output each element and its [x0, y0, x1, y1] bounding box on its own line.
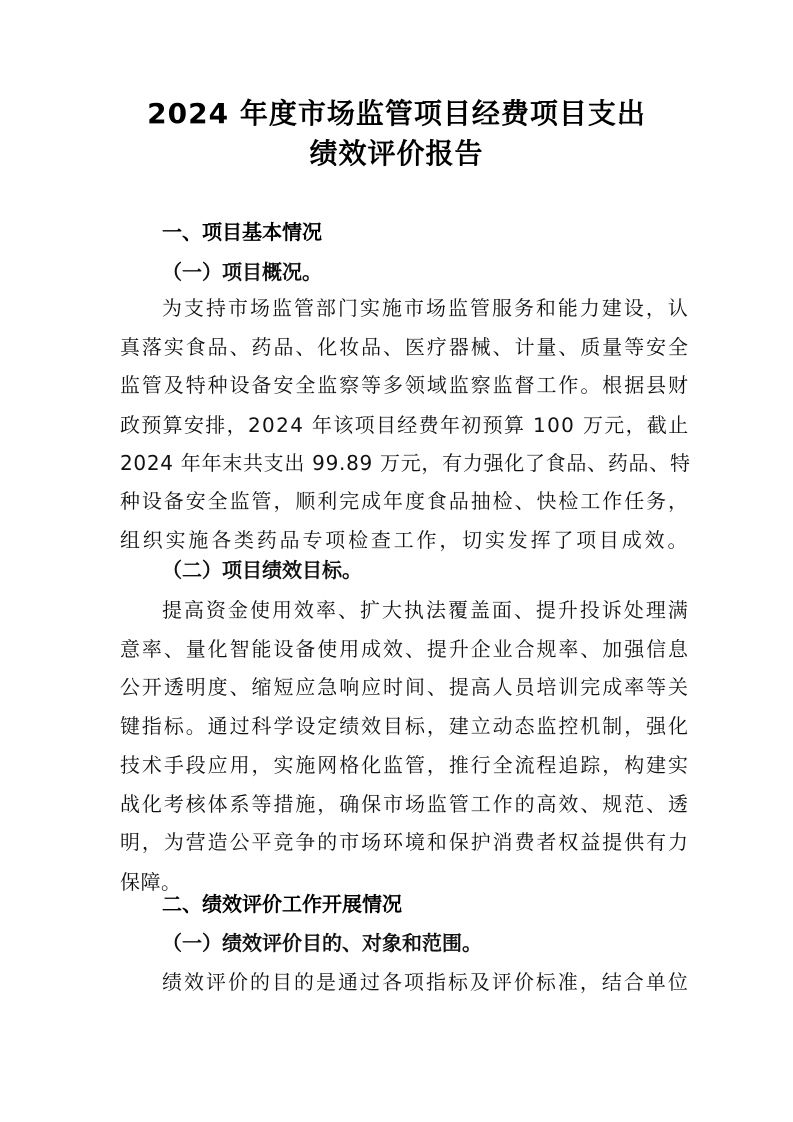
section-1-heading: 一、项目基本情况: [162, 220, 322, 244]
paragraph-line: 键指标。通过科学设定绩效目标，建立动态监控机制，强化: [120, 715, 690, 739]
paragraph-line: 种设备安全监管，顺利完成年度食品抽检、快检工作任务，: [120, 489, 690, 513]
paragraph-line: 2024 年年末共支出 99.89 万元，有力强化了食品、药品、特: [120, 451, 691, 476]
paragraph-line: 公开透明度、缩短应急响应时间、提高人员培训完成率等关: [120, 676, 690, 700]
paragraph-line: 战化考核体系等措施，确保市场监管工作的高效、规范、透: [120, 792, 690, 816]
section-2-1-heading: （一）绩效评价目的、对象和范围。: [162, 931, 482, 955]
paragraph-line: 保障。: [120, 869, 182, 894]
paragraph-line: 技术手段应用，实施网格化监管，推行全流程追踪，构建实: [120, 753, 690, 777]
section-1-2-heading: （二）项目绩效目标。: [162, 558, 362, 582]
paragraph-line: 组织实施各类药品专项检查工作，切实发挥了项目成效。: [120, 528, 691, 552]
section-1-1-heading: （一）项目概况。: [162, 260, 322, 284]
paragraph-line: 为支持市场监管部门实施市场监管服务和能力建设，认: [162, 297, 690, 320]
section-1-1-paragraph: [120, 290, 691, 560]
section-2-heading: 二、绩效评价工作开展情况: [162, 892, 402, 916]
paragraph-line: 提高资金使用效率、扩大执法覆盖面、提升投诉处理满: [162, 599, 690, 622]
paragraph-line: 真落实食品、药品、化妆品、医疗器械、计量、质量等安全: [120, 335, 690, 359]
document-title-line-1: 2024 年度市场监管项目经费项目支出: [147, 97, 646, 130]
paragraph-line: 明，为营造公平竞争的市场环境和保护消费者权益提供有力: [120, 831, 690, 855]
paragraph-line: 绩效评价的目的是通过各项指标及评价标准，结合单位: [162, 971, 690, 994]
paragraph-line: 意率、量化智能设备使用成效、提升企业合规率、加强信息: [120, 637, 690, 661]
paragraph-line: 政预算安排，2024 年该项目经费年初预算 100 万元，截止: [120, 412, 690, 437]
paragraph-line: 监管及特种设备安全监察等多领域监察监督工作。根据县财: [120, 374, 690, 398]
document-title-line-2: 绩效评价报告: [309, 137, 484, 170]
section-2-1-paragraph: [120, 964, 690, 1003]
section-1-2-paragraph: [120, 592, 690, 902]
